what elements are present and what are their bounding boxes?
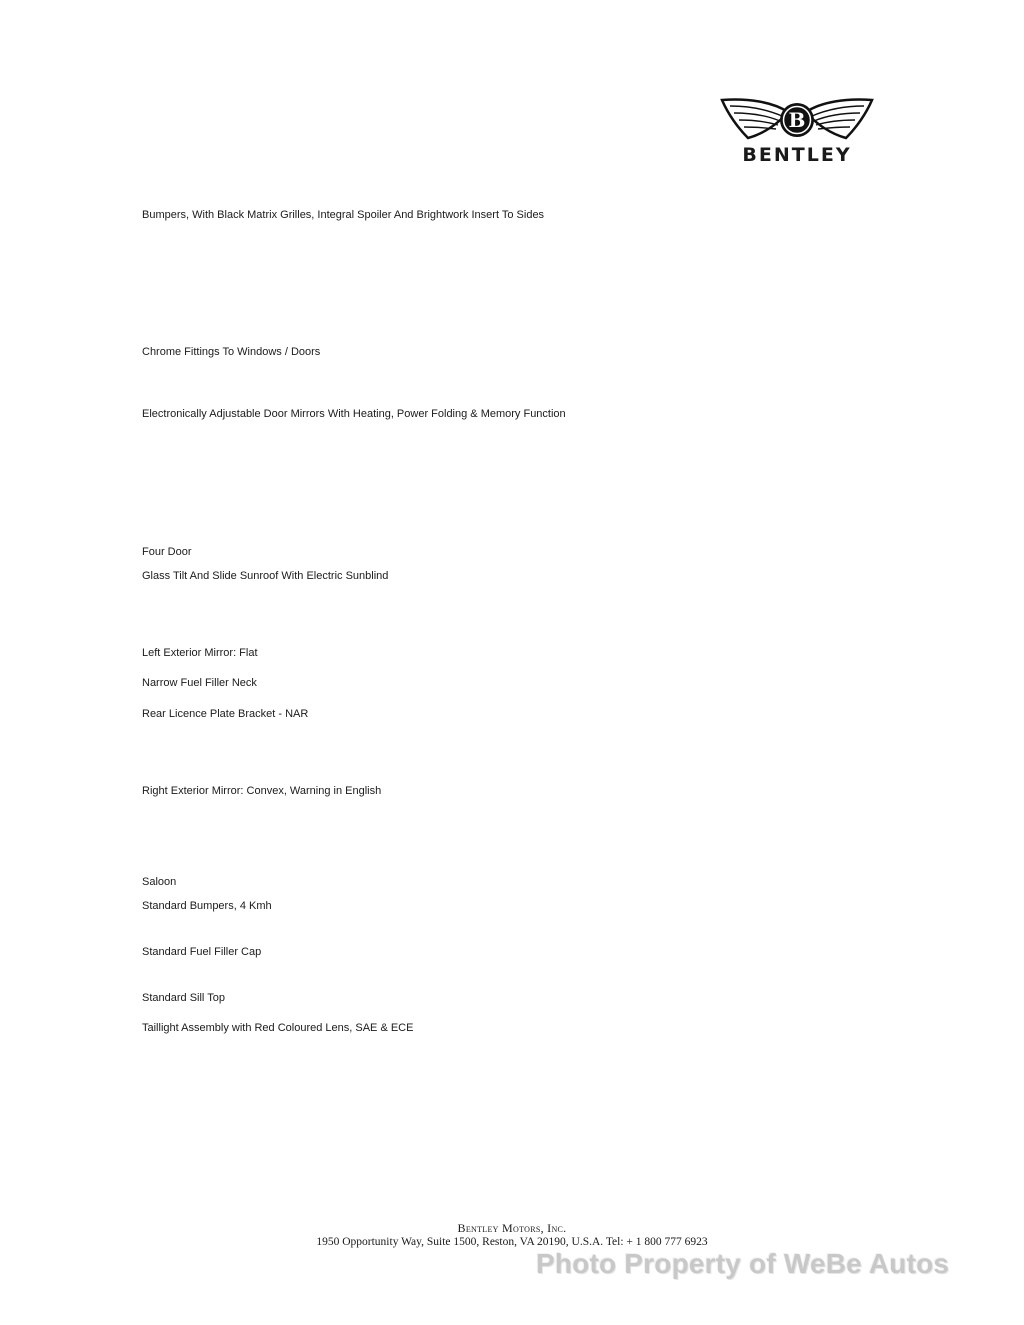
footer-address: 1950 Opportunity Way, Suite 1500, Reston, VA 20190, U.S.A. Tel: + 1 800 777 6923 [316,1236,708,1248]
photo-watermark: Photo Property of WeBe Autos [536,1248,950,1279]
spec-item-taillight: Taillight Assembly with Red Coloured Lens, SAE & ECE [142,1022,414,1034]
spec-item-chrome-fittings: Chrome Fittings To Windows / Doors [142,346,321,358]
emblem-letter: B [788,108,806,132]
spec-item-sunroof: Glass Tilt And Slide Sunroof With Electric Sunblind [142,570,389,582]
spec-item-licence-plate-bracket: Rear Licence Plate Bracket - NAR [142,708,309,720]
spec-item-sill-top: Standard Sill Top [142,992,225,1004]
spec-item-standard-bumpers: Standard Bumpers, 4 Kmh [142,900,272,912]
spec-item-right-mirror: Right Exterior Mirror: Convex, Warning in English [142,785,382,797]
bentley-winged-b-icon [718,94,876,146]
spec-item-saloon: Saloon [142,876,177,888]
footer-company-name: Bentley Motors, Inc. [457,1221,567,1235]
brand-name: BENTLEY [742,144,852,166]
spec-item-fuel-filler-neck: Narrow Fuel Filler Neck [142,677,257,689]
spec-item-fuel-filler-cap: Standard Fuel Filler Cap [142,946,262,958]
spec-item-door-mirrors: Electronically Adjustable Door Mirrors With Heating, Power Folding & Memory Function [142,408,566,420]
spec-item-four-door: Four Door [142,546,192,558]
spec-item-left-mirror: Left Exterior Mirror: Flat [142,647,258,659]
bentley-logo [718,94,876,174]
spec-item-bumpers: Bumpers, With Black Matrix Grilles, Integral Spoiler And Brightwork Insert To Sides [142,209,545,221]
